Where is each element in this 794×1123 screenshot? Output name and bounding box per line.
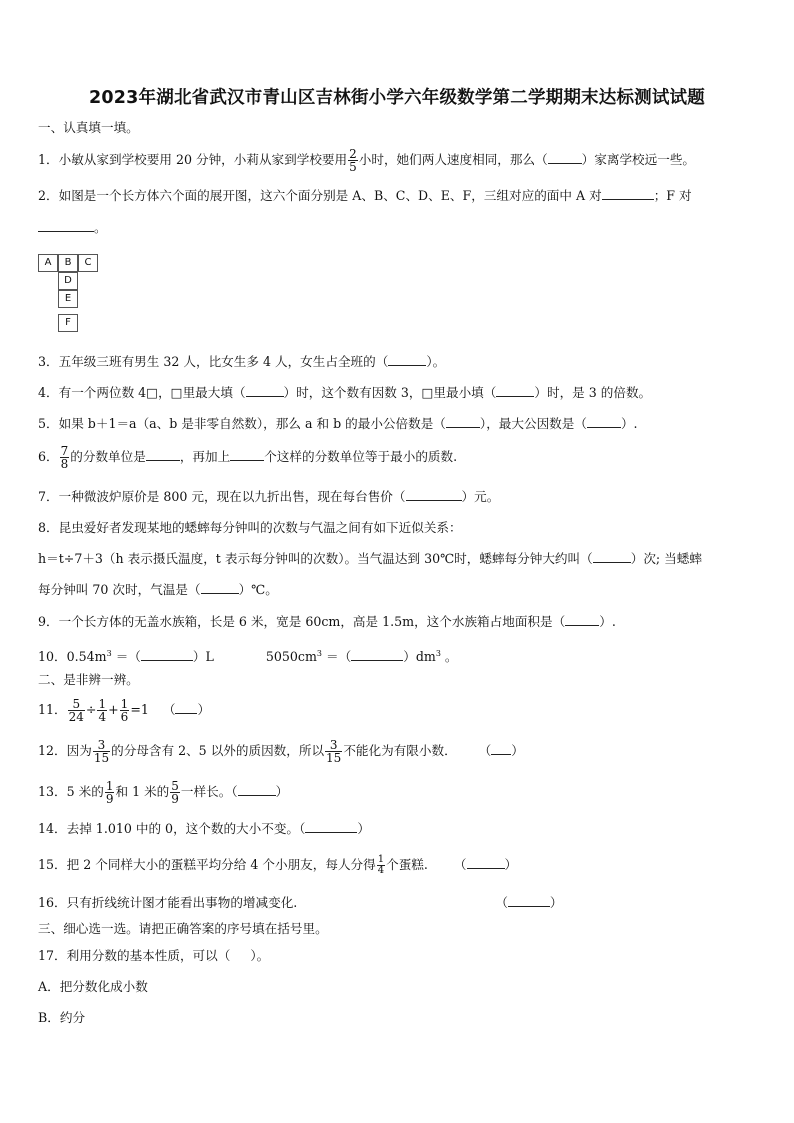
question-3: 3．五年级三班有男生 32 人，比女生多 4 人，女生占全班的（ ）。 bbox=[38, 354, 446, 369]
question-8-cont2: 每分钟叫 70 次时，气温是（ ）℃。 bbox=[38, 582, 278, 597]
answer-blank[interactable] bbox=[508, 893, 550, 907]
question-2-cont: 。 bbox=[38, 218, 107, 238]
answer-blank[interactable] bbox=[388, 352, 426, 366]
question-15: 15．把 2 个同样大小的蛋糕平均分给 4 个小朋友，每人分得 $\frac{1}{4}$ 个蛋糕. （ ） bbox=[38, 854, 518, 876]
answer-blank[interactable] bbox=[491, 741, 511, 755]
question-7: 7．一种微波炉原价是 800 元，现在以九折出售，现在每台售价（ ）元。 bbox=[38, 489, 500, 504]
question-5: 5．如果 b＋1＝a（a、b 是非零自然数），那么 a 和 b 的最小公倍数是（ ），最大公因数是（ ）. bbox=[38, 416, 638, 431]
question-12: 12．因为 $\frac{3}{15}$ 的分母含有 2、5 以外的质因数，所以 $\frac{3}{15}$ 不能化为有限小数． （ ） bbox=[38, 738, 524, 765]
question-6: 6． $\frac{7}{8}$ 的分数单位是 ，再加上 个这样的分数单位等于最小的质数. bbox=[38, 444, 458, 471]
option-a[interactable]: A．把分数化成小数 bbox=[38, 979, 148, 994]
net-face-d: D bbox=[58, 272, 78, 290]
question-11: 11． $\frac{5}{24}$ ÷ $\frac{1}{4}$ + $\frac{1}{6}$ =1 （ ） bbox=[38, 697, 211, 724]
answer-blank[interactable] bbox=[593, 549, 631, 563]
answer-blank[interactable] bbox=[496, 383, 534, 397]
question-1: 1．小敏从家到学校要用 20 分钟，小莉从家到学校要用 $\frac{2}{5}$ 小时，她们两人速度相同，那么（ ）家离学校远一些。 bbox=[38, 147, 695, 174]
question-10: 10．$0.54m^3$ ＝（ ）L $5050cm^3$ ＝（ ）$dm^3$ 。 bbox=[38, 649, 458, 665]
question-14: 14．去掉 1.010 中的 0，这个数的大小不变。（ ） bbox=[38, 821, 370, 836]
answer-blank[interactable] bbox=[406, 487, 462, 501]
answer-blank[interactable] bbox=[467, 855, 505, 869]
fraction: $\frac{5}{24}$ bbox=[68, 697, 84, 724]
net-face-c: C bbox=[78, 254, 98, 272]
question-8: 8．昆虫爱好者发现某地的蟋蟀每分钟叫的次数与气温之间有如下近似关系： bbox=[38, 520, 462, 535]
net-face-b: B bbox=[58, 254, 78, 272]
answer-blank[interactable] bbox=[602, 186, 654, 200]
fraction: $\frac{1}{9}$ bbox=[105, 779, 114, 806]
answer-blank[interactable] bbox=[565, 612, 599, 626]
question-16: 16．只有折线统计图才能看出事物的增减变化. （ ） bbox=[38, 895, 563, 910]
answer-blank[interactable] bbox=[446, 414, 480, 428]
fraction: $\frac{1}{4}$ bbox=[98, 697, 107, 724]
fraction: $\frac{7}{8}$ bbox=[60, 444, 69, 471]
answer-blank[interactable] bbox=[351, 647, 403, 661]
section-3-heading: 三、细心选一选。请把正确答案的序号填在括号里。 bbox=[38, 921, 328, 936]
fraction: $\frac{3}{15}$ bbox=[93, 738, 110, 765]
page-title: 2023年湖北省武汉市青山区吉林街小学六年级数学第二学期期末达标测试试题 bbox=[89, 88, 705, 108]
question-9: 9．一个长方体的无盖水族箱，长是 6 米，宽是 60cm，高是 1.5m，这个水族箱占地面积是（ ）. bbox=[38, 614, 616, 629]
question-4: 4．有一个两位数 4□，□里最大填（ ）时，这个数有因数 3，□里最小填（ ）时，是 3 的倍数。 bbox=[38, 385, 652, 400]
net-face-a: A bbox=[38, 254, 58, 272]
answer-blank[interactable] bbox=[38, 218, 94, 232]
answer-blank[interactable] bbox=[146, 447, 180, 461]
question-13: 13．5 米的 $\frac{1}{9}$ 和 1 米的 $\frac{5}{9}$ 一样长。（ ） bbox=[38, 779, 289, 806]
answer-blank[interactable] bbox=[201, 580, 239, 594]
net-face-f: F bbox=[58, 314, 78, 332]
answer-blank[interactable] bbox=[305, 819, 357, 833]
answer-blank[interactable] bbox=[246, 383, 284, 397]
fraction: $\frac{2}{5}$ bbox=[349, 147, 357, 174]
section-1-heading: 一、认真填一填。 bbox=[38, 120, 139, 135]
section-2-heading: 二、是非辨一辨。 bbox=[38, 672, 139, 687]
question-17: 17．利用分数的基本性质，可以（ ）。 bbox=[38, 948, 270, 963]
question-8-cont: h＝t÷7＋3（h 表示摄氏温度，t 表示每分钟叫的次数）。当气温达到 30℃时，蟋蟀每分钟大约叫（ ）次; 当蟋蟀 bbox=[38, 551, 702, 566]
answer-blank[interactable] bbox=[230, 447, 264, 461]
answer-blank[interactable] bbox=[587, 414, 621, 428]
fraction: $\frac{3}{15}$ bbox=[326, 738, 342, 765]
answer-blank[interactable] bbox=[175, 700, 197, 714]
answer-blank[interactable] bbox=[141, 647, 193, 661]
answer-blank[interactable] bbox=[548, 150, 582, 164]
option-b[interactable]: B．约分 bbox=[38, 1010, 86, 1025]
fraction: $\frac{1}{6}$ bbox=[120, 697, 129, 724]
fraction: $\frac{5}{9}$ bbox=[171, 779, 179, 806]
question-2: 2．如图是一个长方体六个面的展开图，这六个面分别是 A、B、C、D、E、F，三组对应的面中 A 对 ；F 对 bbox=[38, 188, 692, 203]
fraction: $\frac{1}{4}$ bbox=[377, 854, 385, 876]
answer-blank[interactable] bbox=[238, 782, 276, 796]
net-face-e: E bbox=[58, 290, 78, 308]
